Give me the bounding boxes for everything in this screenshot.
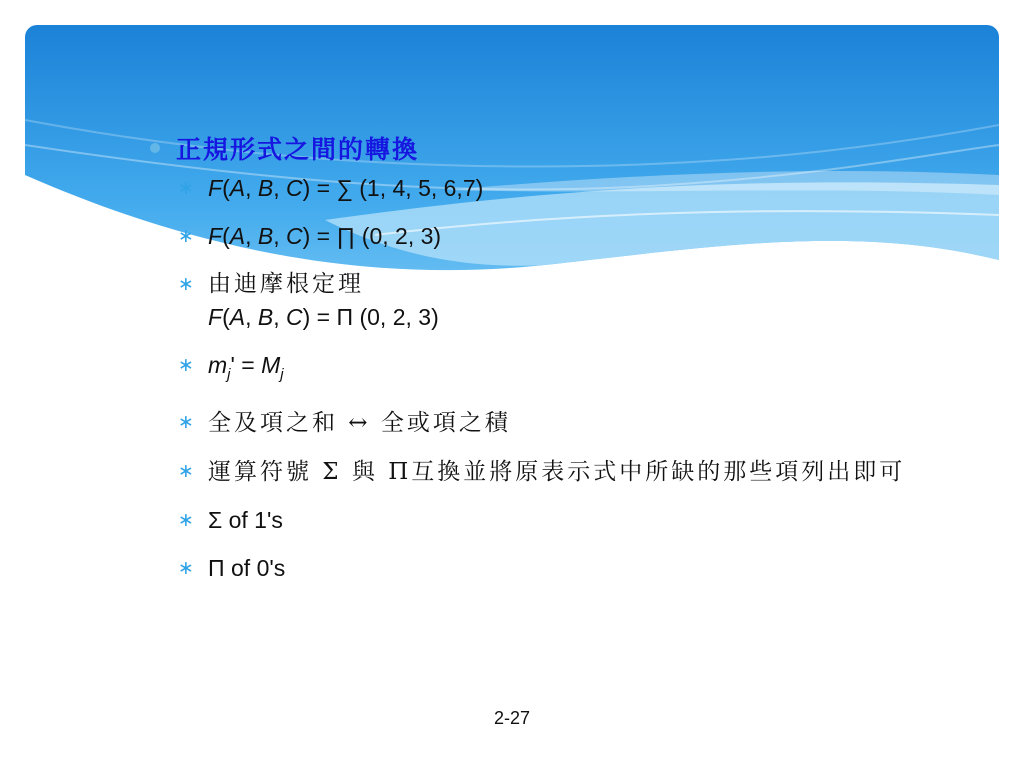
list-item-sum	[150, 172, 1000, 205]
var-a: A	[229, 304, 246, 330]
item-text: 運算符號 Σ 與 Π互換並將原表示式中所缺的那些項列出即可	[208, 459, 906, 485]
demorgan-formula	[208, 301, 1000, 334]
product-of-maxterms: ) = ∏ (0, 2, 3)	[302, 223, 442, 249]
slide-title-row	[150, 124, 1000, 172]
list-item-sigma	[150, 504, 1000, 537]
list-item-procedure	[150, 455, 998, 489]
comma: ,	[273, 304, 286, 330]
list-item-pi	[150, 552, 1000, 585]
list-item-equivalence	[150, 406, 1000, 440]
comma: ,	[245, 175, 258, 201]
list-item-demorgan	[150, 268, 1000, 334]
paren: (	[222, 304, 230, 330]
prime-equals: ' =	[230, 352, 262, 378]
product-formula: ) = Π (0, 2, 3)	[302, 304, 439, 330]
comma: ,	[245, 304, 258, 330]
item-text: Σ of 1's	[208, 507, 283, 533]
subscript-j: j	[280, 366, 284, 383]
comma: ,	[245, 223, 258, 249]
slide-title: 正規形式之間的轉換	[176, 135, 420, 164]
minterm-symbol: m	[208, 352, 228, 378]
comma: ,	[273, 223, 286, 249]
comma: ,	[273, 175, 286, 201]
asterisk-bullet-icon: ∗	[178, 354, 194, 376]
func-name: F	[208, 223, 223, 249]
list-item-product	[150, 220, 1000, 253]
var-a: A	[229, 223, 246, 249]
var-b: B	[257, 223, 274, 249]
var-c: C	[285, 175, 303, 201]
sum-of-minterms: ) = ∑ (1, 4, 5, 6,7)	[302, 175, 484, 201]
asterisk-bullet-icon: ∗	[178, 460, 194, 482]
var-b: B	[257, 304, 274, 330]
var-c: C	[285, 223, 303, 249]
asterisk-bullet-icon: ∗	[178, 411, 194, 433]
page-number: 2-27	[493, 708, 531, 728]
asterisk-bullet-icon: ∗	[178, 225, 194, 247]
paren: (	[222, 175, 230, 201]
item-text: 全及項之和 ↔ 全或項之積	[208, 410, 511, 436]
func-name: F	[208, 175, 223, 201]
maxterm-symbol: M	[261, 352, 281, 378]
func-name: F	[208, 304, 223, 330]
asterisk-bullet-icon: ∗	[178, 177, 194, 199]
asterisk-bullet-icon: ∗	[178, 509, 194, 531]
item-text: Π of 0's	[208, 555, 286, 581]
asterisk-bullet-icon: ∗	[178, 273, 194, 295]
demorgan-label: 由迪摩根定理	[208, 271, 364, 297]
var-a: A	[229, 175, 246, 201]
subscript-j: j	[227, 366, 231, 383]
var-c: C	[285, 304, 303, 330]
slide-content	[150, 124, 1000, 600]
list-item-mj	[150, 349, 1000, 391]
var-b: B	[257, 175, 274, 201]
paren: (	[222, 223, 230, 249]
dot-bullet-icon	[150, 143, 160, 153]
asterisk-bullet-icon: ∗	[178, 557, 194, 579]
